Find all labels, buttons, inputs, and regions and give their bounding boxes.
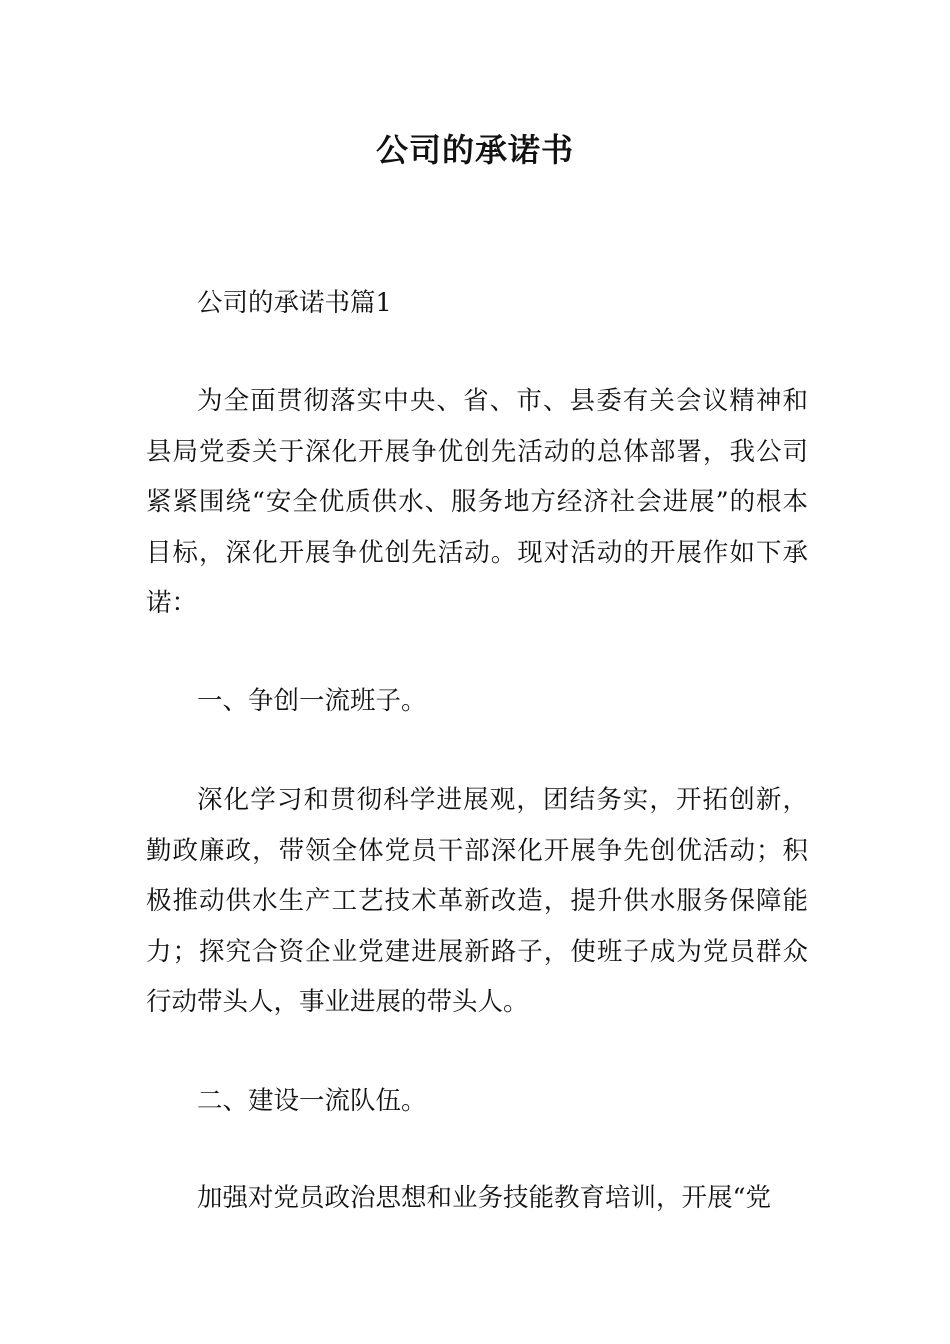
section-heading-part1: 公司的承诺书篇1	[197, 288, 392, 318]
section-heading-2: 二、建设一流队伍。	[197, 1086, 427, 1116]
document-title: 公司的承诺书	[375, 131, 574, 169]
section-body-2: 加强对党员政治思想和业务技能教育培训，开展“党	[197, 1183, 772, 1213]
section-body-1: 深化学习和贯彻科学进展观，团结务实，开拓创新，勤政廉政，带领全体党员干部深化开展争先创优活动；积极推动供水生产工艺技术革新改造，提升供水服务保障能力；探究合资企业党建进展新路子，使班子成为党员群众行动带头人，事业进展的带头人。	[146, 785, 808, 1017]
intro-paragraph: 为全面贯彻落实中央、省、市、县委有关会议精神和县局党委关于深化开展争优创先活动的总体部署，我公司紧紧围绕“安全优质供水、服务地方经济社会进展”的根本目标，深化开展争优创先活动。现对活动的开展作如下承诺：	[146, 386, 808, 618]
section-heading-1: 一、争创一流班子。	[197, 686, 427, 716]
